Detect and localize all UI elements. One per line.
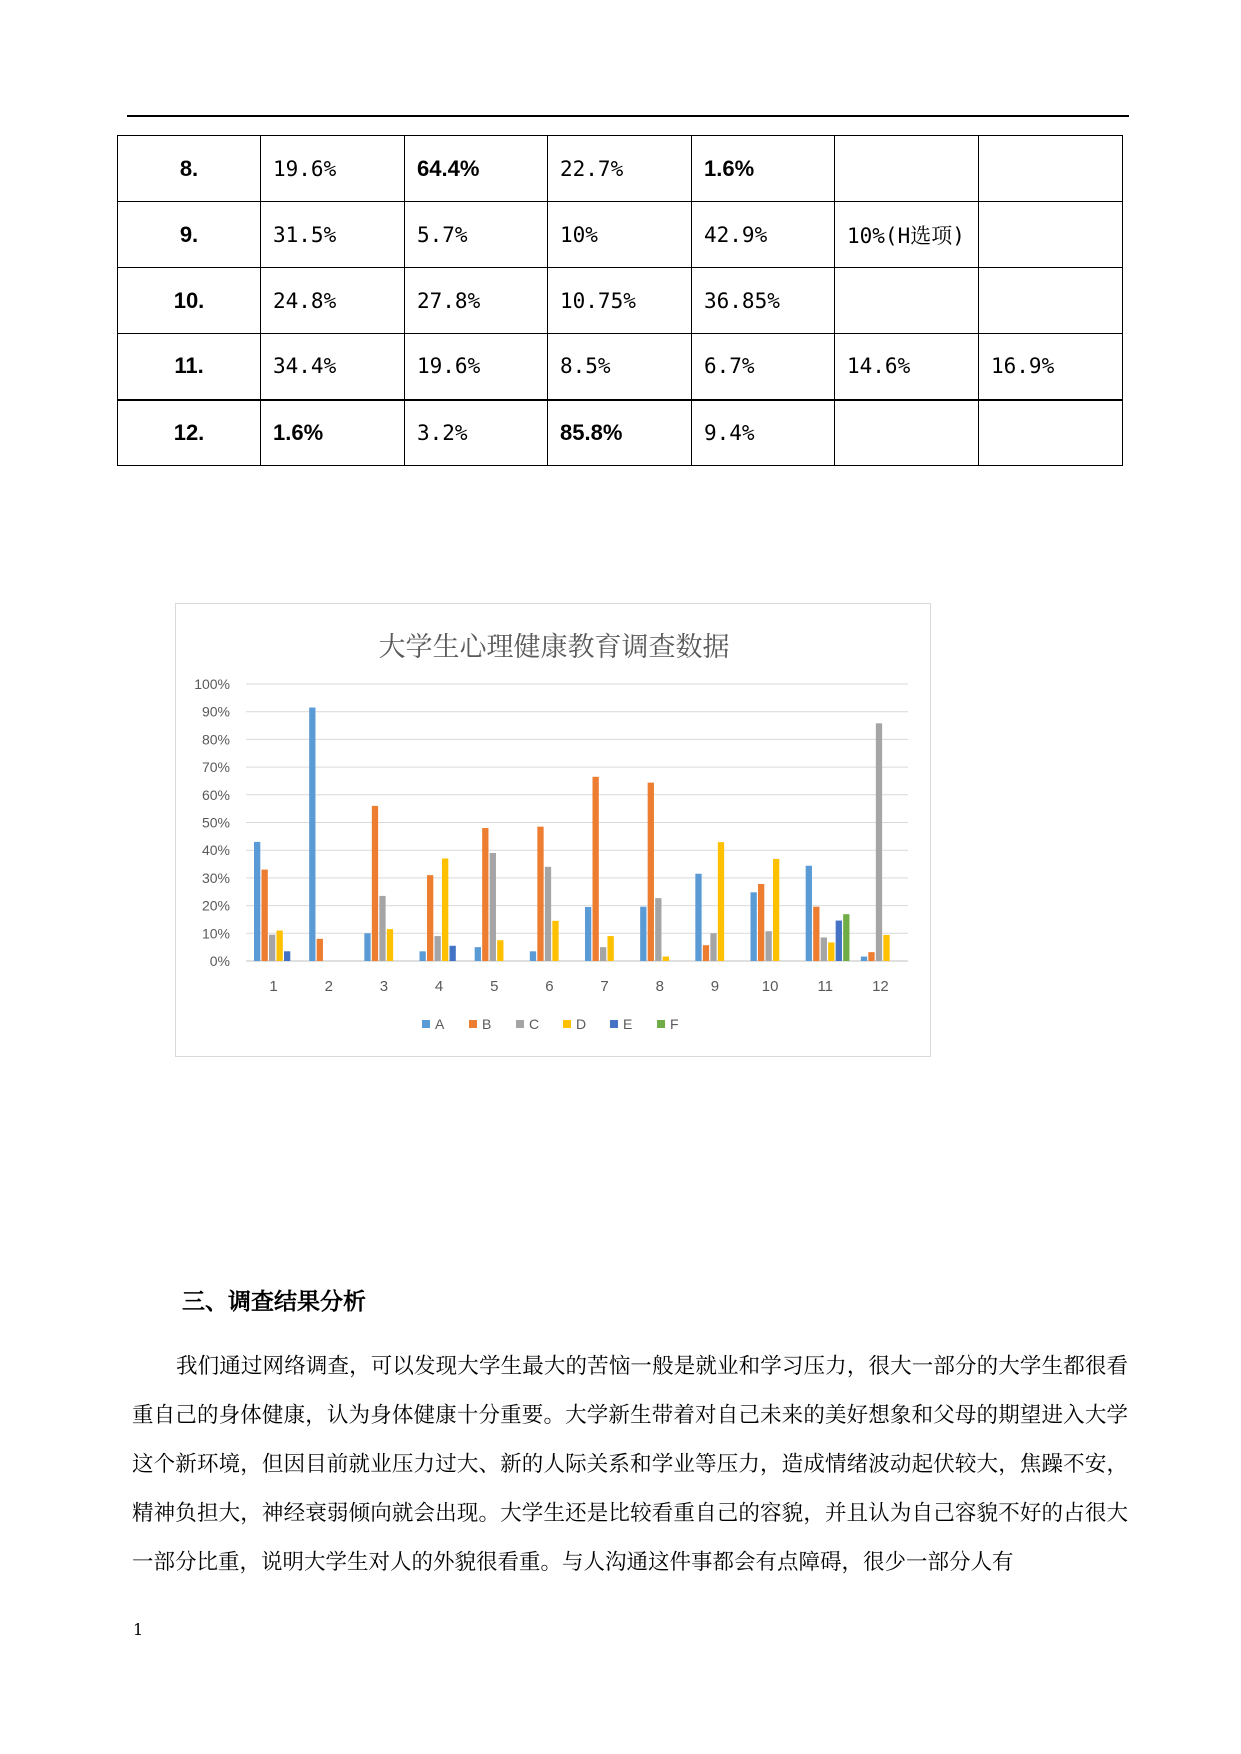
bar-a — [806, 866, 812, 961]
table-row — [118, 136, 1123, 202]
bar-b — [758, 884, 764, 961]
table-row — [118, 202, 1123, 268]
bar-b — [703, 945, 709, 961]
table-cell — [979, 136, 1123, 202]
x-tick-label: 6 — [545, 978, 554, 995]
bar-a — [695, 874, 701, 961]
bar-c — [435, 936, 441, 961]
bar-d — [773, 859, 779, 961]
bar-d — [497, 940, 503, 961]
y-tick-label: 20% — [201, 897, 230, 914]
y-tick-label: 30% — [201, 869, 230, 886]
row-number: 8. — [118, 136, 261, 202]
bar-d — [828, 942, 834, 961]
bar-c — [710, 933, 716, 961]
x-tick-label: 9 — [710, 978, 720, 995]
table-cell: 19.6% — [261, 136, 405, 202]
legend-label: C — [529, 1016, 540, 1032]
bar-b — [593, 777, 599, 961]
table-cell: 31.5% — [261, 202, 405, 268]
bar-c — [379, 896, 385, 961]
table-cell: 10%(H选项) — [835, 202, 979, 268]
bar-c — [821, 937, 827, 961]
table-row — [118, 400, 1123, 466]
bar-b — [813, 907, 819, 961]
row-number: 11. — [118, 334, 261, 400]
bar-a — [475, 947, 481, 961]
survey-chart — [175, 603, 931, 1057]
bar-d — [552, 921, 558, 961]
table-cell: 6.7% — [692, 334, 835, 400]
x-tick-label: 12 — [872, 978, 889, 995]
bar-b — [372, 806, 378, 961]
section-heading: 三、调查结果分析 — [182, 1289, 366, 1315]
legend-swatch — [516, 1020, 524, 1028]
bar-c — [269, 935, 275, 961]
table-cell: 9.4% — [692, 400, 835, 466]
table-cell: 5.7% — [405, 202, 548, 268]
table-cell — [835, 268, 979, 334]
header-rule — [127, 115, 1129, 117]
table-cell — [979, 202, 1123, 268]
table-row — [118, 268, 1123, 334]
y-tick-label: 10% — [201, 925, 230, 942]
bar-a — [364, 933, 370, 961]
legend-label: B — [482, 1016, 492, 1032]
y-tick-label: 60% — [201, 786, 230, 803]
table-cell: 1.6% — [261, 400, 405, 466]
bar-b — [537, 827, 543, 961]
table-cell: 22.7% — [548, 136, 692, 202]
bar-a — [861, 957, 867, 961]
table-cell: 19.6% — [405, 334, 548, 400]
x-tick-label: 4 — [434, 978, 444, 995]
analysis-paragraph: 我们通过网络调查，可以发现大学生最大的苦恼一般是就业和学习压力，很大一部分的大学生都很看重自己的身体健康，认为身体健康十分重要。大学新生带着对自己未来的美好想象和父母的期望进入大学这个新环境，但因目前就业压力过大、新的人际关系和学业等压力，造成情绪波动起伏较大，焦躁不安，精神负担大，神经衰弱倾向就会出现。大学生还是比较看重自己的容貌，并且认为自己容貌不好的占很大一部分比重，说明大学生对人的外貌很看重。与人沟通这件事都会有点障碍，很少一部分人有 — [132, 1354, 1128, 1575]
table-cell: 10.75% — [548, 268, 692, 334]
bar-a — [751, 892, 757, 961]
legend-swatch — [469, 1020, 477, 1028]
y-tick-label: 40% — [201, 842, 230, 859]
table-cell: 64.4% — [405, 136, 548, 202]
bar-d — [608, 936, 614, 961]
y-tick-label: 50% — [201, 814, 230, 831]
bar-b — [482, 828, 488, 961]
bar-a — [420, 951, 426, 961]
table-cell: 36.85% — [692, 268, 835, 334]
y-tick-label: 100% — [194, 676, 230, 692]
legend-label: E — [623, 1016, 633, 1032]
bar-d — [883, 935, 889, 961]
table-cell — [979, 400, 1123, 466]
chart-title: 大学生心理健康教育调查数据 — [378, 632, 730, 663]
bar-c — [655, 898, 661, 961]
x-tick-label: 1 — [269, 978, 278, 995]
bar-b — [427, 875, 433, 961]
bar-c — [490, 853, 496, 961]
bar-b — [317, 939, 323, 961]
x-tick-label: 5 — [490, 978, 499, 995]
bar-d — [442, 859, 448, 961]
bar-b — [868, 952, 874, 961]
bar-a — [530, 951, 536, 961]
bar-d — [663, 957, 669, 961]
bar-a — [254, 842, 260, 961]
y-tick-label: 0% — [209, 953, 230, 969]
bar-e — [284, 951, 290, 961]
table-cell: 16.9% — [979, 334, 1123, 400]
x-tick-label: 10 — [761, 978, 779, 995]
row-number: 10. — [118, 268, 261, 334]
table-cell — [979, 268, 1123, 334]
table-cell: 24.8% — [261, 268, 405, 334]
survey-table — [117, 135, 1123, 466]
table-cell: 85.8% — [548, 400, 692, 466]
bar-b — [648, 783, 654, 961]
page-number: 1 — [133, 1620, 144, 1639]
bar-f — [843, 914, 849, 961]
y-tick-label: 90% — [201, 703, 230, 720]
y-tick-label: 70% — [201, 759, 230, 776]
y-tick-label: 80% — [201, 731, 230, 748]
bar-e — [836, 921, 842, 961]
legend-swatch — [657, 1020, 665, 1028]
bar-a — [640, 907, 646, 961]
x-tick-label: 2 — [324, 978, 333, 995]
row-number: 12. — [118, 400, 261, 466]
table-cell: 34.4% — [261, 334, 405, 400]
table-cell: 8.5% — [548, 334, 692, 400]
table-cell: 1.6% — [692, 136, 835, 202]
bar-c — [766, 931, 772, 961]
bar-c — [545, 867, 551, 961]
bar-c — [876, 723, 882, 961]
table-cell: 14.6% — [835, 334, 979, 400]
bar-c — [600, 947, 606, 961]
legend-swatch — [610, 1020, 618, 1028]
x-tick-label: 11 — [817, 978, 834, 995]
table-cell: 27.8% — [405, 268, 548, 334]
bar-d — [718, 842, 724, 961]
table-cell: 10% — [548, 202, 692, 268]
bar-a — [309, 708, 315, 961]
chart-canvas — [176, 604, 932, 1058]
table-cell — [835, 136, 979, 202]
table-row — [118, 334, 1123, 400]
legend-swatch — [563, 1020, 571, 1028]
legend-label: F — [670, 1016, 679, 1032]
table-cell: 3.2% — [405, 400, 548, 466]
legend-label: D — [576, 1016, 587, 1032]
x-tick-label: 7 — [600, 978, 609, 995]
bar-e — [450, 946, 456, 961]
bar-d — [277, 931, 283, 961]
x-tick-label: 3 — [379, 978, 389, 995]
table-cell — [835, 400, 979, 466]
legend-swatch — [422, 1020, 430, 1028]
legend-label: A — [435, 1016, 445, 1032]
table-cell: 42.9% — [692, 202, 835, 268]
row-number: 9. — [118, 202, 261, 268]
x-tick-label: 8 — [655, 978, 664, 995]
bar-d — [387, 929, 393, 961]
bar-b — [262, 870, 268, 961]
bar-a — [585, 907, 591, 961]
